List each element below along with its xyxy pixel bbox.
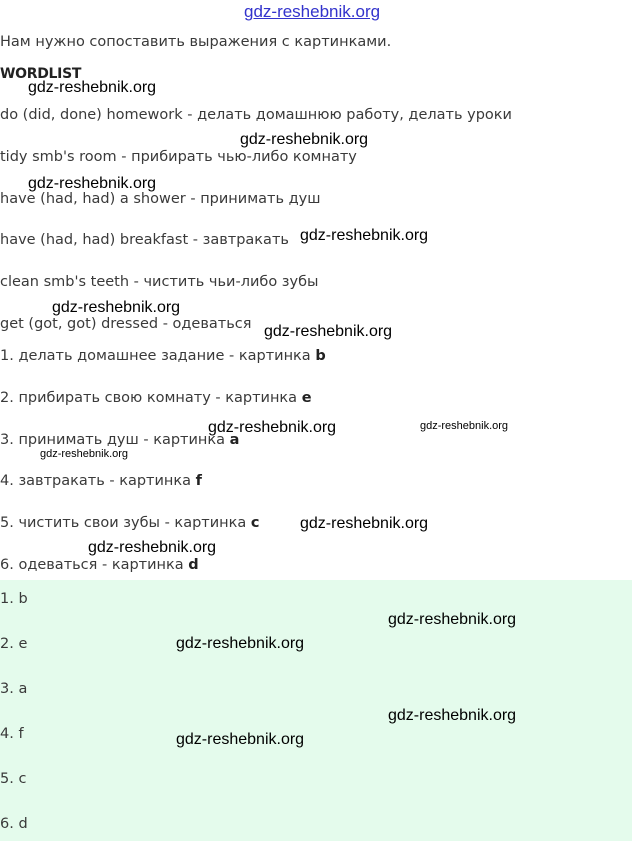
watermark: gdz-reshebnik.org xyxy=(176,635,305,652)
answer-item: 1. b xyxy=(0,591,28,607)
wordlist-item: have (had, had) a shower - принимать душ xyxy=(0,191,321,207)
watermark: gdz-reshebnik.org xyxy=(40,448,129,460)
watermark: gdz-reshebnik.org xyxy=(388,707,517,724)
match-line xyxy=(0,348,326,364)
site-link[interactable]: gdz-reshebnik.org xyxy=(244,2,381,21)
answer-item: 6. d xyxy=(0,816,28,832)
match-line xyxy=(0,473,202,489)
watermark: gdz-reshebnik.org xyxy=(88,539,217,556)
match-text: 3. принимать душ - картинка xyxy=(0,432,230,448)
match-text: 2. прибирать свою комнату - картинка xyxy=(0,390,302,406)
match-line xyxy=(0,432,239,448)
watermark: gdz-reshebnik.org xyxy=(300,227,429,244)
intro-text: Нам нужно сопоставить выражения с картинками. xyxy=(0,34,392,50)
wordlist-item: do (did, done) homework - делать домашнюю работу, делать уроки xyxy=(0,107,512,123)
watermark: gdz-reshebnik.org xyxy=(264,323,393,340)
watermark: gdz-reshebnik.org xyxy=(240,131,369,148)
match-letter: c xyxy=(250,515,260,531)
wordlist-item: tidy smb's room - прибирать чью-либо комнату xyxy=(0,149,357,165)
answer-item: 3. a xyxy=(0,681,28,697)
watermark: gdz-reshebnik.org xyxy=(300,515,429,532)
match-letter: d xyxy=(188,557,199,573)
match-line xyxy=(0,515,260,531)
match-text: 6. одеваться - картинка xyxy=(0,557,189,573)
watermark: gdz-reshebnik.org xyxy=(52,299,181,316)
watermark: gdz-reshebnik.org xyxy=(176,731,305,748)
match-letter: b xyxy=(315,348,326,364)
watermark: gdz-reshebnik.org xyxy=(208,419,337,436)
match-text: 4. завтракать - картинка xyxy=(0,473,196,489)
wordlist-title: WORDLIST xyxy=(0,66,82,82)
wordlist-item: have (had, had) breakfast - завтракать xyxy=(0,232,289,248)
match-text: 1. делать домашнее задание - картинка xyxy=(0,348,316,364)
answer-block xyxy=(0,580,632,841)
watermark: gdz-reshebnik.org xyxy=(420,420,509,432)
wordlist-item: clean smb's teeth - чистить чьи-либо зубы xyxy=(0,274,319,290)
match-line xyxy=(0,557,199,573)
match-text: 5. чистить свои зубы - картинка xyxy=(0,515,251,531)
watermark: gdz-reshebnik.org xyxy=(28,175,157,192)
wordlist-item: get (got, got) dressed - одеваться xyxy=(0,316,252,332)
match-letter: e xyxy=(301,390,312,406)
match-letter: a xyxy=(229,432,240,448)
watermark: gdz-reshebnik.org xyxy=(388,611,517,628)
answer-item: 2. e xyxy=(0,636,28,652)
match-line xyxy=(0,390,312,406)
match-letter: f xyxy=(195,473,202,489)
watermark: gdz-reshebnik.org xyxy=(28,79,157,96)
answer-item: 4. f xyxy=(0,726,24,742)
answer-item: 5. c xyxy=(0,771,27,787)
